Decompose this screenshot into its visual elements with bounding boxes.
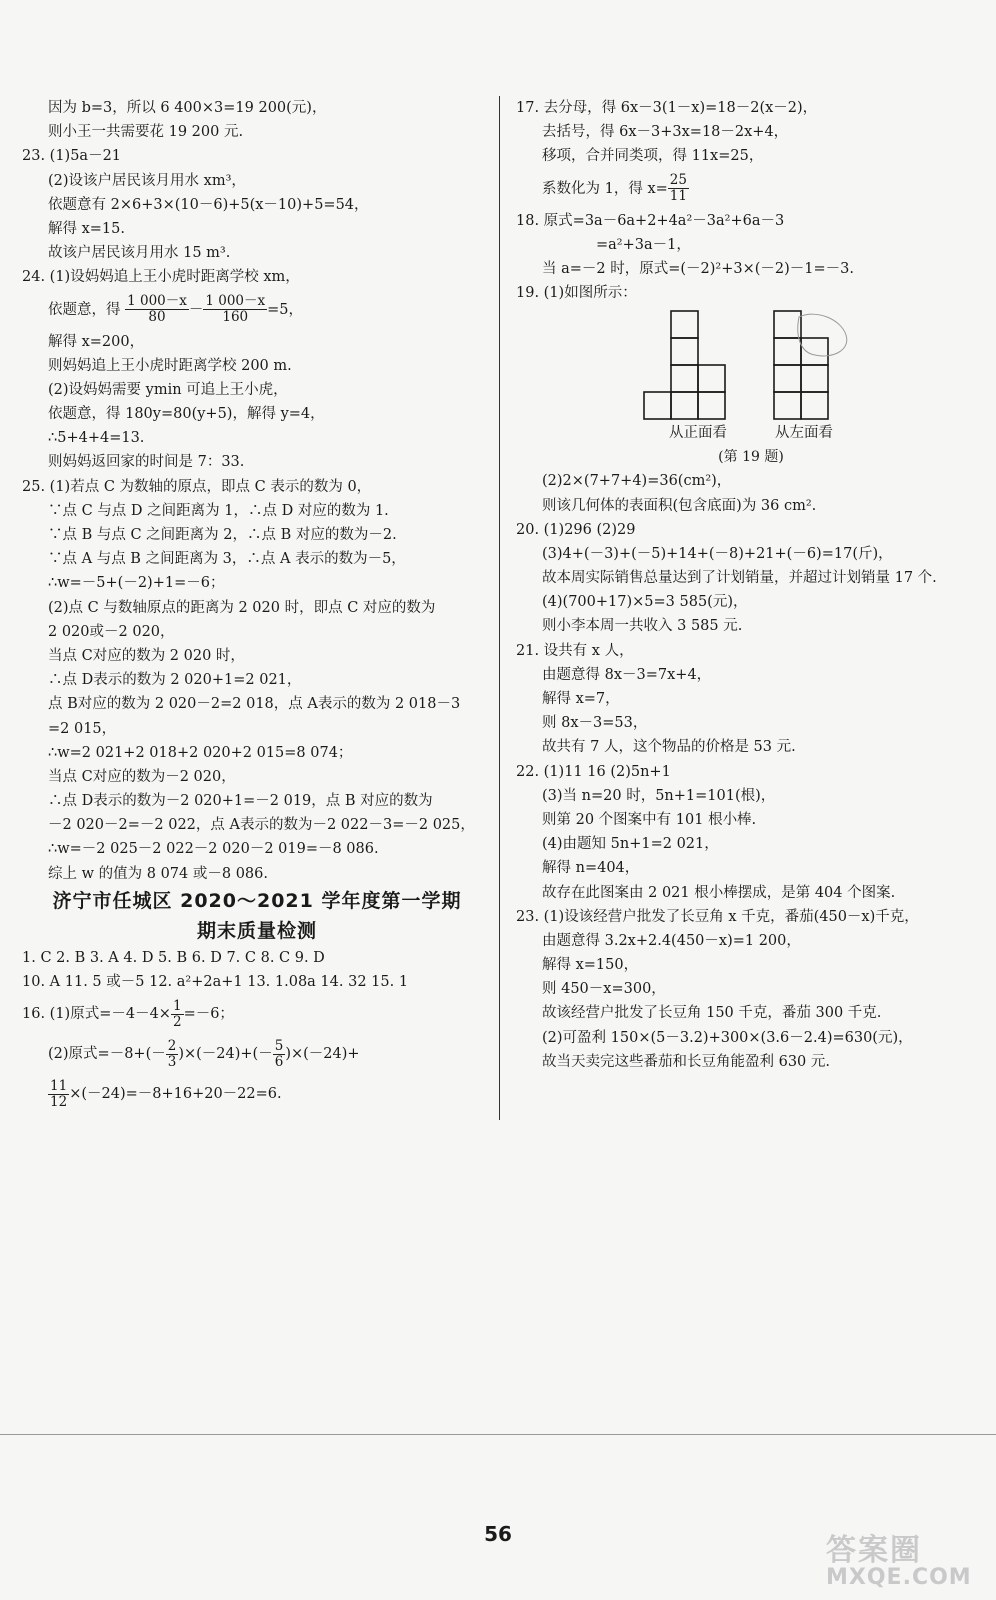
text-line: 故当天卖完这些番茄和长豆角能盈利 630 元.	[542, 1053, 831, 1070]
denominator: 11	[669, 188, 687, 205]
text: ×(－24)=－8+16+20－22=6.	[69, 1086, 282, 1103]
denominator: 12	[50, 1093, 68, 1110]
answer-18: 18. 原式=3a－6a+2+4a²－3a²+6a－3	[516, 212, 785, 229]
text-line: ∴w=－5+(－2)+1=－6；	[48, 575, 225, 592]
figure-caption: (第 19 题)	[718, 449, 784, 466]
text-line: =a²+3a－1，	[596, 236, 691, 253]
text-line: 解得 x=200，	[48, 333, 145, 350]
text-line: ∵点 A 与点 B 之间距离为 3，∴点 A 表示的数为－5，	[48, 551, 406, 568]
equation-line	[22, 1074, 492, 1114]
answer-24: 24. (1)设妈妈追上王小虎时距离学校 xm，	[22, 269, 300, 286]
text: =－6；	[183, 1006, 234, 1023]
text-line: ∴w=－2 025－2 022－2 020－2 019=－8 086.	[48, 841, 379, 858]
figure-19	[516, 309, 986, 421]
numerator: 1	[172, 997, 182, 1014]
numerator: 1 000－x	[205, 293, 266, 309]
text-line: 解得 x=150，	[542, 957, 639, 974]
numerator: 11	[50, 1077, 68, 1094]
text: 系数化为 1，得 x=	[542, 180, 668, 197]
numerator: 2	[167, 1037, 177, 1054]
text-line: 则第 20 个图案中有 101 根小棒.	[542, 811, 757, 828]
text-line: 则该几何体的表面积(包含底面)为 36 cm².	[542, 497, 817, 514]
fill-answers: 10. A 11. 5 或－5 12. a²+2a+1 13. 1.08a 14. 32 15. 1	[22, 974, 409, 990]
text-line: 故共有 7 人，这个物品的价格是 53 元.	[542, 739, 796, 756]
denominator: 80	[148, 309, 166, 325]
text-line: 移项，合并同类项，得 11x=25，	[542, 148, 764, 165]
front-view-grid	[641, 309, 731, 421]
left-view-label: 从左面看	[775, 425, 833, 442]
fraction	[668, 173, 689, 204]
answer-22: 22. (1)11 16 (2)5n+1	[516, 763, 671, 780]
figure-labels	[516, 421, 986, 445]
fraction	[203, 294, 267, 325]
equation-line	[22, 1034, 492, 1074]
text-line: (4)由题知 5n+1=2 021，	[542, 836, 719, 853]
text-line: 2 020或－2 020，	[48, 623, 175, 640]
left-column	[22, 96, 492, 1114]
numerator: 25	[669, 172, 687, 189]
text-line: －2 020－2=－2 022，点 A表示的数为－2 022－3=－2 025，	[48, 817, 475, 834]
text-line: 则 450－x=300，	[542, 981, 666, 998]
equation-line	[22, 290, 492, 330]
text-line: (2)设妈妈需要 ymin 可追上王小虎，	[48, 381, 288, 398]
watermark-text: 答案圈	[826, 1533, 922, 1568]
text-line: 去括号，得 6x－3+3x=18－2x+4，	[542, 124, 789, 141]
text-line: (3)4+(－3)+(－5)+14+(－8)+21+(－6)=17(斤)，	[542, 545, 893, 562]
text-line: (2)2×(7+7+4)=36(cm²)，	[542, 473, 732, 490]
text-line: ∴5+4+4=13.	[48, 430, 145, 447]
text-line: 当点 C对应的数为 2 020 时，	[48, 647, 245, 664]
text-line: 解得 x=15.	[48, 220, 125, 237]
answer-16-line	[22, 994, 492, 1034]
watermark-url: MXQE.COM	[826, 1565, 972, 1590]
text-line: (4)(700+17)×5=3 585(元)，	[542, 594, 748, 611]
numerator: 5	[274, 1037, 284, 1054]
text-line: 则小李本周一共收入 3 585 元.	[542, 618, 743, 635]
equation-line	[516, 169, 986, 209]
text-line: (2)可盈利 150×(5－3.2)+300×(3.6－2.4)=630(元)，	[542, 1029, 913, 1046]
answer-19: 19. (1)如图所示：	[516, 285, 637, 302]
text-line: (2)设该户居民该月用水 xm³，	[48, 172, 246, 189]
text-line: 当 a=－2 时，原式=(－2)²+3×(－2)－1=－3.	[542, 260, 855, 277]
text: －	[188, 301, 204, 318]
denominator: 6	[274, 1053, 284, 1070]
fraction	[171, 999, 184, 1030]
answer-23: 23. (1)5a－21	[22, 148, 122, 165]
fraction	[125, 294, 189, 325]
text-line: 故该户居民该月用水 15 m³.	[48, 245, 231, 262]
text-line: 由题意得 8x－3=7x+4，	[542, 666, 712, 683]
text: 16. (1)原式=－4－4×	[22, 1006, 171, 1023]
front-view-label: 从正面看	[669, 425, 727, 442]
text-line: ∴点 D表示的数为 2 020+1=2 021，	[48, 672, 302, 689]
choice-answers: 1. C 2. B 3. A 4. D 5. B 6. D 7. C 8. C 9. D	[22, 949, 325, 966]
right-column	[516, 96, 986, 1074]
text-line: 依题意有 2×6+3×(10－6)+5(x－10)+5=54，	[48, 196, 369, 213]
text-line: ∵点 C 与点 D 之间距离为 1，∴点 D 对应的数为 1.	[48, 502, 389, 519]
denominator: 2	[172, 1013, 182, 1030]
text-line: 故存在此图案由 2 021 根小棒摆成，是第 404 个图案.	[542, 884, 896, 901]
text: (2)原式=－8+(－	[48, 1046, 166, 1063]
left-view-grid	[771, 309, 861, 421]
text-line: (2)点 C 与数轴原点的距离为 2 020 时，即点 C 对应的数为	[48, 599, 436, 616]
section-heading: 济宁市任城区 2020～2021 学年度第一学期	[52, 889, 462, 912]
answer-23: 23. (1)设该经营户批发了长豆角 x 千克，番茄(450－x)千克，	[516, 908, 919, 925]
text-line: 故该经营户批发了长豆角 150 千克，番茄 300 千克.	[542, 1005, 882, 1022]
column-divider	[499, 96, 500, 1120]
numerator: 1 000－x	[127, 293, 187, 309]
answer-17: 17. 去分母，得 6x－3(1－x)=18－2(x－2)，	[516, 100, 818, 116]
denominator: 160	[222, 309, 249, 325]
text: )×(－24)+	[285, 1046, 360, 1063]
text-line: 因为 b=3，所以 6 400×3=19 200(元)，	[48, 100, 327, 116]
text-line: 故本周实际销售总量达到了计划销量，并超过计划销量 17 个.	[542, 570, 937, 587]
text: =5，	[267, 301, 304, 318]
denominator: 3	[167, 1053, 177, 1070]
text-line: 当点 C对应的数为－2 020，	[48, 768, 236, 785]
fraction	[273, 1039, 286, 1070]
text-line: 综上 w 的值为 8 074 或－8 086.	[48, 865, 268, 882]
watermark-logo	[826, 1525, 976, 1595]
text-line: ∴w=2 021+2 018+2 020+2 015=8 074；	[48, 744, 353, 761]
text: )×(－24)+(－	[178, 1046, 273, 1063]
page-number: 56	[484, 1522, 512, 1546]
text-line: 解得 n=404，	[542, 860, 640, 877]
text: 依题意，得	[48, 301, 121, 318]
text-line: 解得 x=7，	[542, 691, 620, 707]
text-line: 则小王一共需要花 19 200 元.	[48, 124, 244, 141]
text-line: ∵点 B 与点 C 之间距离为 2，∴点 B 对应的数为－2.	[48, 527, 397, 543]
stamp-mark	[798, 314, 847, 356]
text-line: ∴点 D表示的数为－2 020+1=－2 019，点 B 对应的数为	[48, 793, 433, 810]
text-line: 依题意，得 180y=80(y+5)，解得 y=4，	[48, 406, 325, 423]
text-line: 则妈妈返回家的时间是 7：33.	[48, 454, 245, 471]
answer-21: 21. 设共有 x 人，	[516, 642, 634, 659]
answer-20: 20. (1)296 (2)29	[516, 521, 636, 538]
section-subheading: 期末质量检测	[196, 919, 317, 942]
text-line: 则妈妈追上王小虎时距离学校 200 m.	[48, 357, 292, 374]
text-line: (3)当 n=20 时，5n+1=101(根)，	[542, 787, 776, 804]
text-line: =2 015，	[48, 720, 117, 737]
footer-rule	[0, 1434, 996, 1435]
text-line: 则 8x－3=53，	[542, 715, 648, 732]
answer-25: 25. (1)若点 C 为数轴的原点，即点 C 表示的数为 0，	[22, 478, 372, 495]
text-line: 由题意得 3.2x+2.4(450－x)=1 200，	[542, 932, 801, 949]
fraction	[48, 1079, 69, 1110]
text-line: 点 B对应的数为 2 020－2=2 018，点 A表示的数为 2 018－3	[48, 696, 461, 713]
fraction	[166, 1039, 179, 1070]
